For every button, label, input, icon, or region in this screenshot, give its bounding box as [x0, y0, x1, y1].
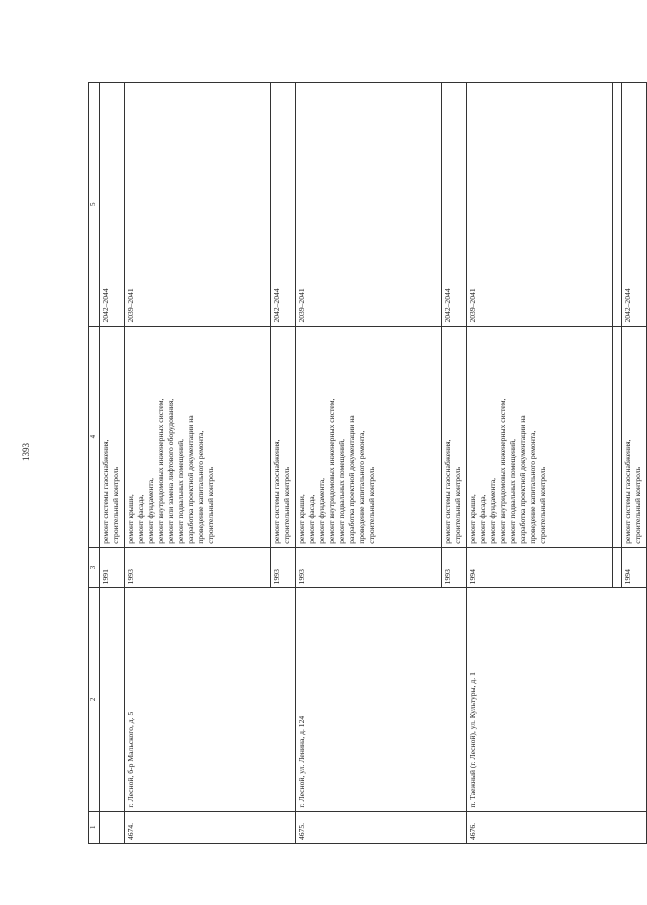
works-cell: [467, 326, 613, 547]
header-cell-3: 3: [89, 547, 100, 588]
period-cell: 2039–2041: [467, 83, 613, 327]
works-cell: [613, 326, 622, 547]
work-line: ремонт фасада,: [136, 494, 146, 544]
work-line: строительный контроль: [282, 466, 292, 544]
work-line: разработка проектной документации на: [347, 415, 357, 544]
work-line: ремонт крыши,: [297, 494, 306, 544]
entry-number-cell: 4676.: [467, 811, 647, 843]
works-cell: [296, 326, 442, 547]
work-line: проведение капитального ремонта,: [196, 430, 206, 544]
header-cell-4: 4: [89, 326, 100, 547]
year-cell: 1993: [296, 547, 442, 588]
year-cell: 1993: [125, 547, 271, 588]
period-cell: 2039–2041: [125, 83, 271, 327]
work-line: ремонт фасада,: [478, 494, 488, 544]
capital-repair-table: [88, 82, 647, 844]
entry-number-cell: 4675.: [296, 811, 467, 843]
work-line: ремонт подвальных помещений,: [508, 438, 518, 544]
year-cell: 1991: [100, 547, 125, 588]
table-row: [125, 83, 271, 844]
work-line: ремонт фундамента,: [488, 477, 498, 544]
year-cell: 1994: [622, 547, 647, 588]
work-line: строительный контроль: [538, 466, 548, 544]
table-row: [467, 83, 613, 844]
address-cell: п. Таежный (г. Лесной), ул. Культуры, д. 1: [467, 588, 647, 811]
year-cell: 1993: [442, 547, 467, 588]
year-cell: 1993: [271, 547, 296, 588]
year-cell: [613, 547, 622, 588]
work-line: ремонт внутридомовых инженерных систем,: [156, 398, 166, 544]
table-header-row: [89, 83, 100, 844]
document-table-rotated: [88, 82, 643, 844]
period-cell: 2042–2044: [100, 83, 125, 327]
works-cell: [271, 326, 296, 547]
address-cell: [100, 588, 125, 811]
work-line: ремонт внутридомовых инженерных систем,: [327, 398, 337, 544]
work-line: ремонт фундамента,: [146, 477, 156, 544]
work-line: строительный контроль: [453, 466, 463, 544]
period-cell: 2042–2044: [442, 83, 467, 327]
work-line: ремонт фасада,: [307, 494, 317, 544]
work-line: ремонт подвальных помещений,: [176, 438, 186, 544]
work-line: ремонт системы газоснабжения,: [101, 439, 110, 544]
work-line: ремонт внутридомовых инженерных систем,: [498, 398, 508, 544]
works-cell: [125, 326, 271, 547]
works-cell: [100, 326, 125, 547]
work-line: ремонт крыши,: [126, 494, 135, 544]
period-cell: [613, 83, 622, 327]
work-line: строительный контроль: [206, 466, 216, 544]
table-row-continuation: [100, 83, 125, 844]
work-line: ремонт системы газоснабжения,: [272, 439, 281, 544]
work-line: ремонт или замена лифтового оборудования,: [166, 398, 176, 544]
work-line: строительный контроль: [633, 466, 643, 544]
period-cell: 2042–2044: [271, 83, 296, 327]
period-cell: 2039–2041: [296, 83, 442, 327]
works-cell: [442, 326, 467, 547]
period-cell: 2042–2044: [622, 83, 647, 327]
work-line: строительный контроль: [367, 466, 377, 544]
work-line: ремонт системы газоснабжения,: [623, 439, 632, 544]
work-line: ремонт крыши,: [468, 494, 477, 544]
work-line: ремонт подвальных помещений,: [337, 438, 347, 544]
entry-number-cell: [100, 811, 125, 843]
table-row: [296, 83, 442, 844]
work-line: строительный контроль: [111, 466, 121, 544]
works-cell: [622, 326, 647, 547]
work-line: разработка проектной документации на: [186, 415, 196, 544]
work-line: ремонт системы газоснабжения,: [443, 439, 452, 544]
header-cell-1: 1: [89, 811, 100, 843]
address-cell: г. Лесной, б-р Мальского, д. 5: [125, 588, 296, 811]
header-cell-2: 2: [89, 588, 100, 811]
entry-number-cell: 4674.: [125, 811, 296, 843]
year-cell: 1994: [467, 547, 613, 588]
work-line: проведение капитального ремонта,: [528, 430, 538, 544]
work-line: ремонт фундамента,: [317, 477, 327, 544]
page-number: 1393: [21, 443, 31, 461]
header-cell-5: 5: [89, 83, 100, 327]
work-line: проведение капитального ремонта,: [357, 430, 367, 544]
address-cell: г. Лесной, ул. Ленина, д. 124: [296, 588, 467, 811]
work-line: разработка проектной документации на: [518, 415, 528, 544]
